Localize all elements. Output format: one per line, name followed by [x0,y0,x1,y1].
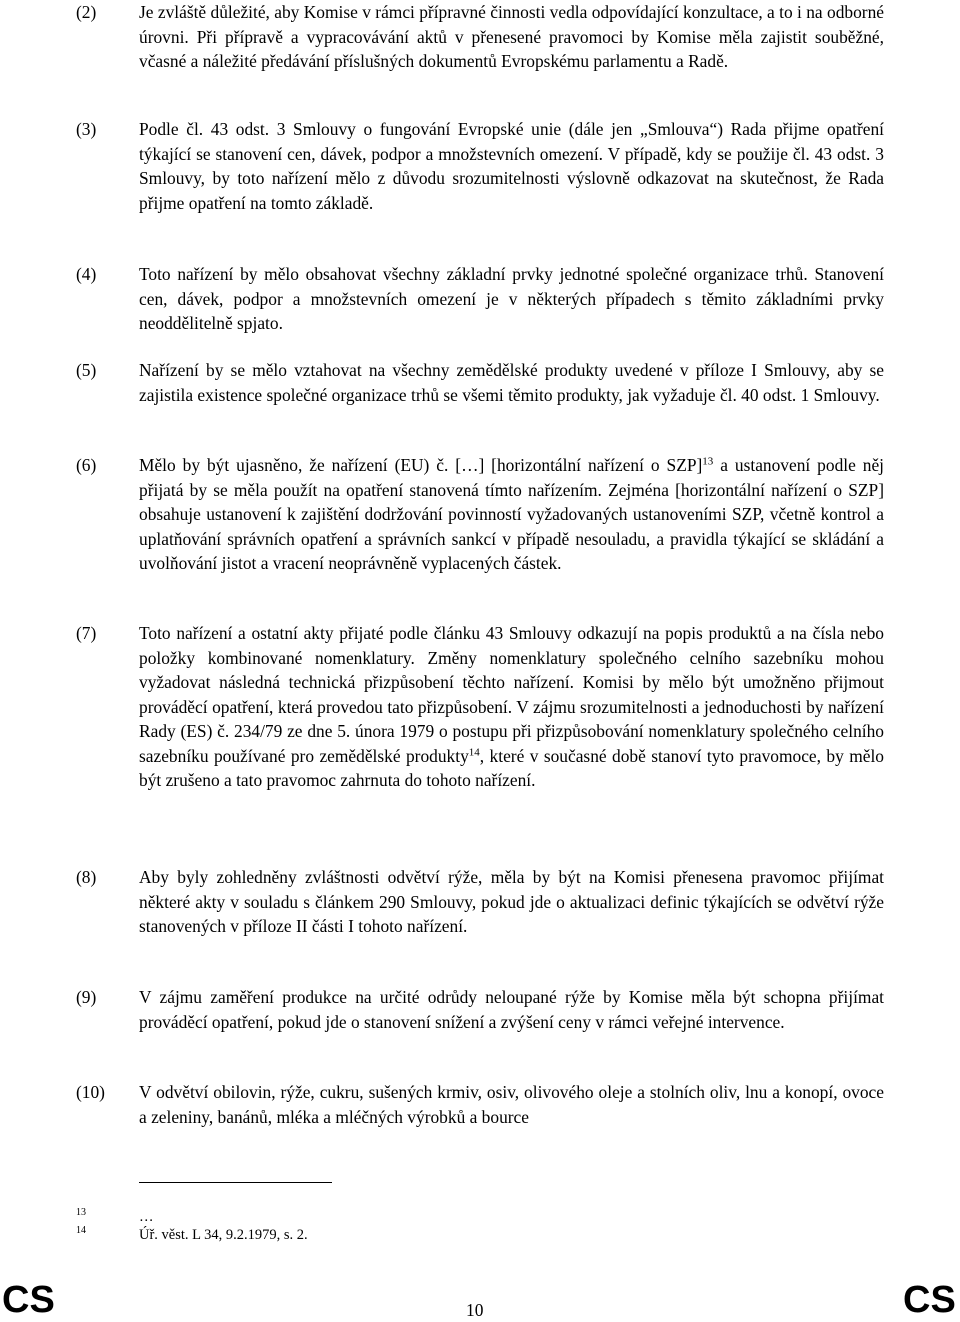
recital-text-part: a ustanovení podle něj přijatá by se měla použít na opatření stanovená tímto nařízením. Zejména [horizontální nařízení o SZP] obsahuje ustanovení k zajištění dodržování povinností vyžadovaných ustanoveními SZP, včetně kontrol a uplatňování správních opatření a správních sankcí v případě nesouladu, a pravidla týkající se skládání a uvolňování jistot a vracení neoprávněně vyplacených částek. [139,455,885,573]
recital-text-part: Mělo by být ujasněno, že nařízení (EU) č. […] [horizontální nařízení o SZP] [139,455,703,475]
recital-text: V odvětví obilovin, rýže, cukru, sušených krmiv, osiv, olivového oleje a stolních oliv, lnu a konopí, ovoce a zeleniny, banánů, mléka a mléčných výrobků a bource [139,1082,884,1127]
footnote-number: 14 [76,1225,86,1236]
recital-text: Toto nařízení by mělo obsahovat všechny základní prvky jednotné společné organizace trhů. Stanovení cen, dávek, podpor a množstevních omezení je v některých případech s těmito základními prvky neoddělitelně spjato. [139,264,884,333]
footer-language-left: CS [2,1279,55,1321]
footnote-text: … [139,1209,154,1225]
recital-text: Aby byly zohledněny zvláštnosti odvětví rýže, měla by být na Komisi přenesena pravomoc přijímat některé akty v souladu s článkem 290 Smlouvy, pokud jde o aktualizaci definic týkajících se odvětví rýže stanovených v příloze II části I tohoto nařízení. [139,867,884,936]
recital-number: (6) [76,455,97,475]
recital-text [139,453,884,576]
recital-number: (7) [76,623,97,643]
footnote-ref[interactable]: 14 [468,745,480,758]
recital-text: Podle čl. 43 odst. 3 Smlouvy o fungování Evropské unie (dále jen „Smlouva“) Rada přijme opatření týkající se stanovení cen, dávek, podpor a množstevních omezení. V případě, kdy se použije čl. 43 odst. 3 Smlouvy, by toto nařízení mělo z důvodu srozumitelnosti výslovně odkazovat na skutečnost, že Rada přijme opatření na tomto základě. [139,119,884,213]
footnote-number: 13 [76,1207,86,1218]
footnote-separator [139,1182,332,1183]
recital-number: (9) [76,987,97,1007]
recital-text-part: , které v současné době stanoví tyto pravomoce, by mělo být zrušeno a tato pravomoc zahrnuta do tohoto nařízení. [139,745,884,790]
page-number: 10 [466,1300,484,1320]
recital-text: V zájmu zaměření produkce na určité odrůdy neloupané rýže by Komise měla být schopna přijímat prováděcí opatření, pokud jde o stanovení snížení a zvýšení ceny v rámci veřejné intervence. [139,987,884,1032]
recital-number: (3) [76,119,97,139]
recital-number: (10) [76,1082,105,1102]
recital-number: (4) [76,264,97,284]
footnote-text: Úř. věst. L 34, 9.2.1979, s. 2. [139,1227,308,1243]
recital-number: (8) [76,867,97,887]
recital-text: Je zvláště důležité, aby Komise v rámci přípravné činnosti vedla odpovídající konzultace, a to i na odborné úrovni. Při přípravě a vypracovávání aktů v přenesené pravomoci by Komise měla zajistit souběžné, včasné a náležité předávání příslušných dokumentů Evropskému parlamentu a Radě. [139,2,884,71]
recital-text [139,621,884,793]
footer-language-right: CS [903,1279,956,1321]
footnote-ref[interactable]: 13 [702,455,714,468]
recital-number: (5) [76,360,97,380]
recital-text: Nařízení by se mělo vztahovat na všechny zemědělské produkty uvedené v příloze I Smlouvy, aby se zajistila existence společné organizace trhů se všemi těmito produkty, jak vyžaduje čl. 40 odst. 1 Smlouvy. [139,360,884,405]
recital-text-part: Toto nařízení a ostatní akty přijaté podle článku 43 Smlouvy odkazují na popis produktů a na čísla nebo položky kombinované nomenklatury. Změny nomenklatury společného celního sazebníku mohou vyžadovat následná technická přizpůsobení těchto nařízení. Komisi by mělo být umožněno přijmout prováděcí opatření, která provedou tato přizpůsobení. V zájmu srozumitelnosti a jednoduchosti by nařízení Rady (ES) č. 234/79 ze dne 5. února 1979 o postupu při přizpůsobování nomenklatury společného celního sazebníku používané pro zemědělské produkty [139,623,884,766]
recital-number: (2) [76,2,97,22]
